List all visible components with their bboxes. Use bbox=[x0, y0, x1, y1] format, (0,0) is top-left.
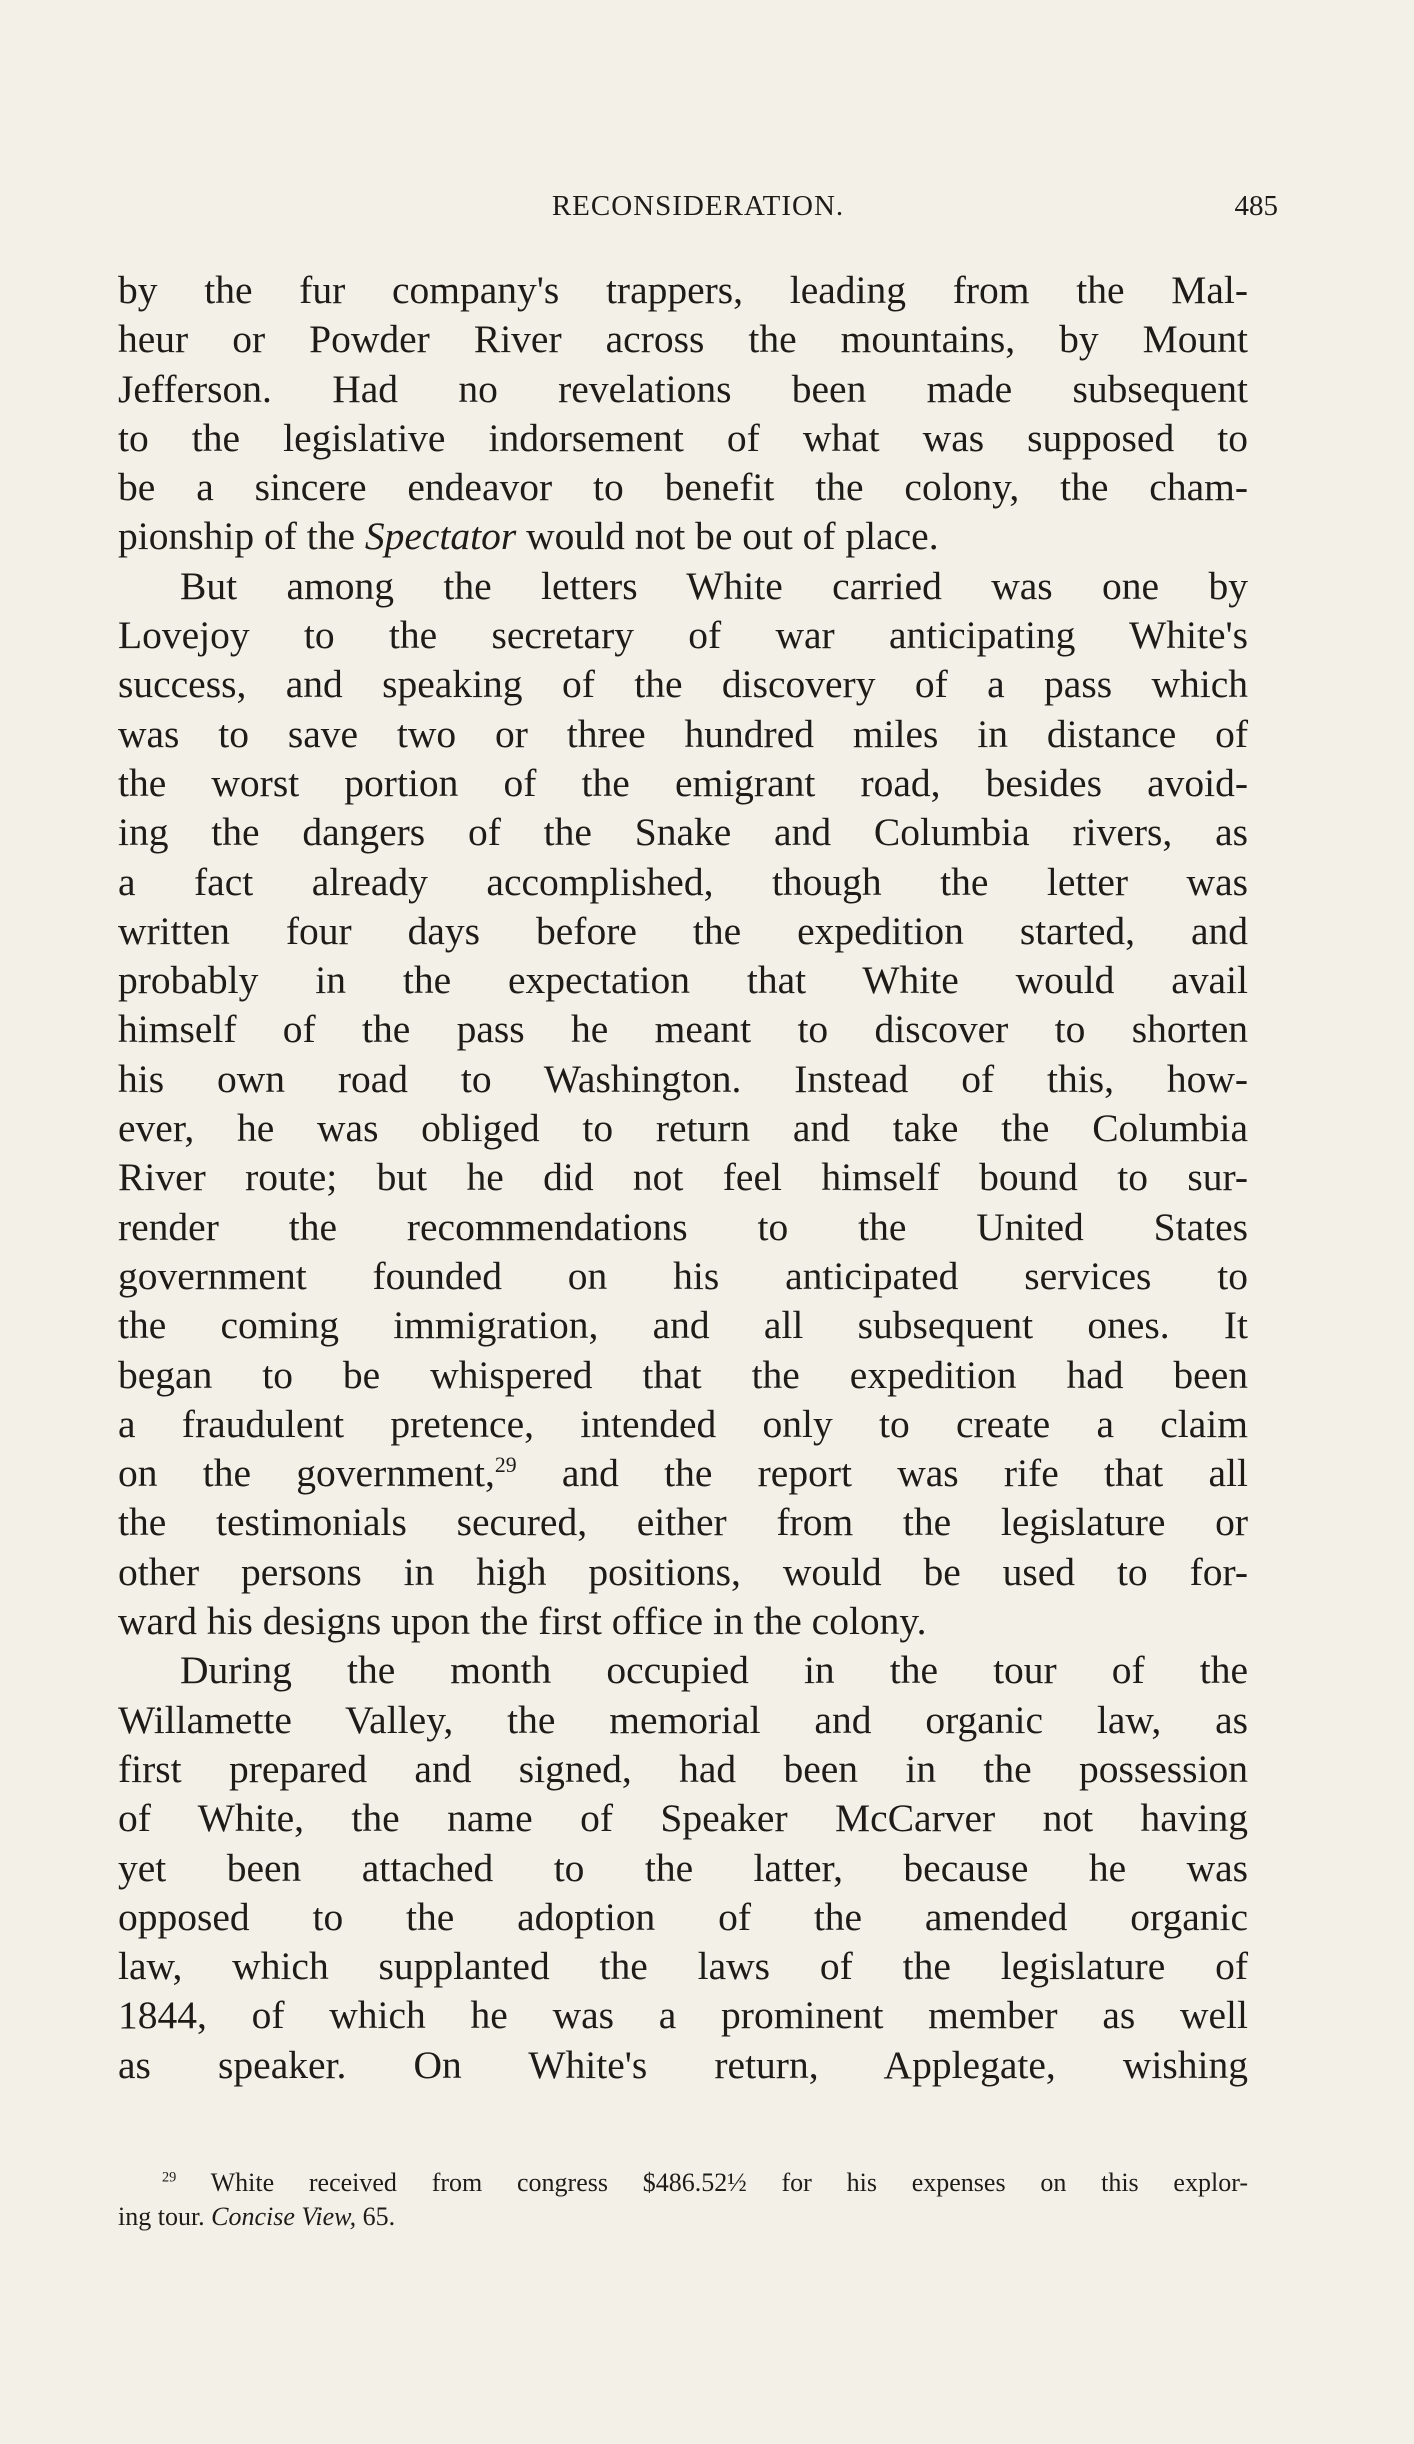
text-line: ing the dangers of the Snake and Columbia rivers, as bbox=[118, 810, 1248, 855]
body-text bbox=[118, 266, 1248, 2090]
text-line: be a sincere endeavor to benefit the colony, the cham- bbox=[118, 465, 1248, 510]
footnote-marker: 29 bbox=[162, 2169, 177, 2186]
text-line: 1844, of which he was a prominent member as well bbox=[118, 1993, 1248, 2038]
footnote-text: 65. bbox=[356, 2202, 396, 2231]
text-line: opposed to the adoption of the amended organic bbox=[118, 1894, 1248, 1939]
text-line: the coming immigration, and all subsequent ones. It bbox=[118, 1303, 1248, 1348]
text-line: was to save two or three hundred miles in distance of bbox=[118, 711, 1248, 756]
text-line: other persons in high positions, would be used to for- bbox=[118, 1549, 1248, 1594]
text-line: the worst portion of the emigrant road, besides avoid- bbox=[118, 760, 1248, 805]
text-line: But among the letters White carried was one by bbox=[180, 563, 1248, 608]
text-line: by the fur company's trappers, leading from the Mal- bbox=[118, 268, 1248, 312]
text-line: his own road to Washington. Instead of this, how- bbox=[118, 1056, 1248, 1101]
text-line: success, and speaking of the discovery of a pass which bbox=[118, 662, 1248, 707]
text-line: a fraudulent pretence, intended only to create a claim bbox=[118, 1401, 1248, 1446]
text-line: himself of the pass he meant to discover to shorten bbox=[118, 1007, 1248, 1052]
text-line: law, which supplanted the laws of the legislature of bbox=[118, 1944, 1248, 1989]
footnote bbox=[118, 2166, 1248, 2234]
footnote-citation: Concise View, bbox=[211, 2202, 357, 2231]
footnote-line bbox=[118, 2200, 1248, 2234]
text-line: a fact already accomplished, though the letter was bbox=[118, 859, 1248, 904]
text-line: on the government,$^{29}$ and the report was rife that all bbox=[118, 1451, 1248, 1496]
text-line: government founded on his anticipated services to bbox=[118, 1253, 1248, 1298]
text-line: heur or Powder River across the mountains, by Mount bbox=[118, 317, 1248, 362]
text-line: to the legislative indorsement of what was supposed to bbox=[118, 415, 1248, 460]
text-line: During the month occupied in the tour of the bbox=[180, 1648, 1248, 1693]
footnote-line bbox=[118, 2166, 1248, 2200]
text-line: yet been attached to the latter, because he was bbox=[118, 1845, 1248, 1890]
footnote-reference[interactable]: 29 bbox=[494, 1452, 517, 1477]
footnote-text: White received from congress $486.52½ for his expenses on this explor- bbox=[176, 2168, 1248, 2197]
page-number: 485 bbox=[1234, 190, 1278, 222]
text-line: pionship of the Spectator would not be out of place. bbox=[118, 514, 939, 559]
text-line: began to be whispered that the expedition had been bbox=[118, 1352, 1248, 1397]
running-head: RECONSIDERATION. bbox=[551, 190, 845, 222]
text-line: written four days before the expedition started, and bbox=[118, 908, 1248, 953]
text-line: ever, he was obliged to return and take the Columbia bbox=[118, 1106, 1248, 1151]
page-header bbox=[118, 190, 1278, 230]
text-line: Lovejoy to the secretary of war anticipating White's bbox=[118, 613, 1248, 658]
text-line: first prepared and signed, had been in the possession bbox=[118, 1746, 1248, 1791]
text-line: as speaker. On White's return, Applegate, wishing bbox=[118, 2042, 1248, 2087]
text-line: the testimonials secured, either from the legislature or bbox=[118, 1500, 1248, 1545]
italic-title: Spectator bbox=[364, 514, 517, 559]
text-line: of White, the name of Speaker McCarver not having bbox=[118, 1796, 1248, 1841]
footnote-text: ing tour. bbox=[118, 2202, 212, 2231]
text-line: render the recommendations to the United States bbox=[118, 1204, 1248, 1249]
text-line: probably in the expectation that White would avail bbox=[118, 958, 1248, 1003]
text-line: Willamette Valley, the memorial and organic law, as bbox=[118, 1697, 1248, 1742]
text-line: Jefferson. Had no revelations been made subsequent bbox=[118, 366, 1248, 411]
text-line: River route; but he did not feel himself bound to sur- bbox=[118, 1155, 1248, 1200]
text-line: ward his designs upon the first office in the colony. bbox=[118, 1599, 927, 1644]
